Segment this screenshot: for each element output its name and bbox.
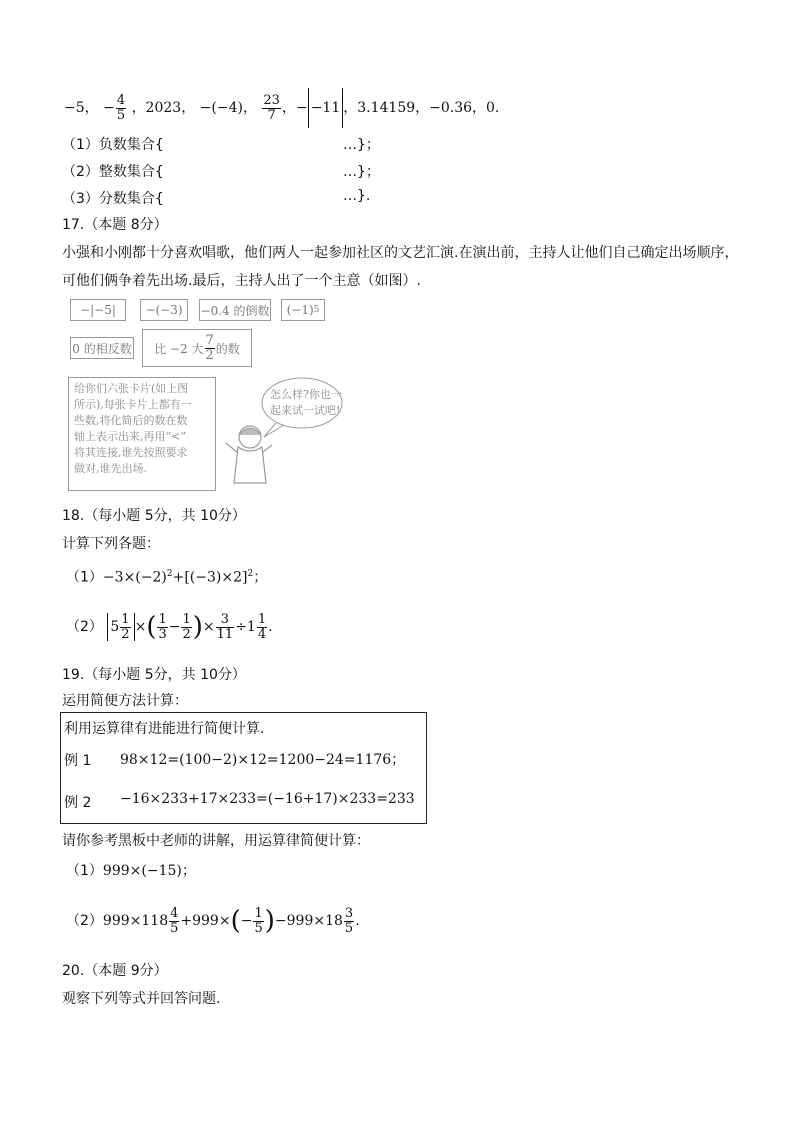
q17-title: 17.（本题 8分） <box>62 217 168 233</box>
q19-part2: （2）999×118 $\frac{4}{5}$ +999×(− $\frac{1}{5}$ )−999×18 $\frac{3}{5}$ . <box>66 905 360 936</box>
set-integer-label: （2）整数集合{ <box>62 164 164 180</box>
instruction-text: 给你们六张卡片(如上图 所示),每张卡片上都有一 些数,将化简后的数在数 轴上表示出来,再用“<” 将其连接,谁先按照要求 做对,谁先出场. <box>74 382 192 475</box>
set-negative-label: （1）负数集合{ <box>62 137 164 153</box>
example-2-label: 例 2 <box>64 795 92 811</box>
set-negative-tail: …}； <box>343 137 380 153</box>
q19-after: 请你参考黑板中老师的讲解，用运算律简便计算： <box>62 833 370 849</box>
q18-title: 18.（每小题 5分，共 10分） <box>62 508 246 524</box>
card-neg-abs-5: −|−5| <box>70 299 126 321</box>
q19-part1: （1）999×(−15)； <box>66 863 196 879</box>
set-fraction-tail: …}. <box>343 188 371 204</box>
speech-bubble-text: 怎么样?你也一 起来试一试吧! <box>270 388 342 417</box>
fraction-23-7: $\frac{23}{7}$ <box>263 92 280 123</box>
set-fraction-label: （3）分数集合{ <box>62 191 164 207</box>
example-1-label: 例 1 <box>64 753 92 769</box>
numbers-line: −5， − $\frac{4}{5}$ ，2023， −(−4)， $\frac{23}{7}$ ，− −11 ，3.14159，−0.36，0. <box>64 88 499 128</box>
example-box-title: 利用运算律有进能进行简便计算. <box>64 721 265 737</box>
card-neg-neg-3: −(−3) <box>140 299 188 321</box>
abs-value: −11 <box>308 88 344 128</box>
q20-intro: 观察下列等式并回答问题. <box>62 991 221 1007</box>
q18-part1: $(1)-3\times(-2)^2+[(-3)\times 2]^2$； <box>66 569 268 586</box>
girl-illustration-icon <box>214 365 344 495</box>
fraction-4-5: $\frac{4}{5}$ <box>116 92 126 123</box>
card-opposite-of-zero: 0 的相反数 <box>70 337 134 359</box>
q18-part2: （2） 5 $\frac{1}{2}$ ×( $\frac{1}{3}$ − $\frac{1}{2}$ )× $\frac{3}{11}$ ÷1 $\frac{1}{4}$ . <box>66 611 273 642</box>
card-illustration <box>64 295 344 495</box>
card-greater-than: 比 −2 大 $\frac{7}{2}$ 的数 <box>142 329 252 367</box>
example-2: −16×233+17×233=(−16+17)×233=233 <box>120 791 415 807</box>
q17-line1: 小强和小刚都十分喜欢唱歌，他们两人一起参加社区的文艺汇演.在演出前，主持人让他们自己确定出场顺序， <box>62 245 739 261</box>
example-1: 98×12=(100−2)×12=1200−24=1176； <box>120 752 406 768</box>
card-power: (−1) 5 <box>281 299 325 321</box>
card-reciprocal: −0.4 的倒数 <box>199 299 271 321</box>
q19-title: 19.（每小题 5分，共 10分） <box>62 667 246 683</box>
q17-line2: 可他们俩争着先出场.最后，主持人出了一个主意（如图）. <box>62 273 421 289</box>
set-integer-tail: …}； <box>343 164 380 180</box>
q18-intro: 计算下列各题： <box>62 536 160 552</box>
q19-intro: 运用简便方法计算： <box>62 693 188 709</box>
q20-title: 20.（本题 9分） <box>62 963 168 979</box>
